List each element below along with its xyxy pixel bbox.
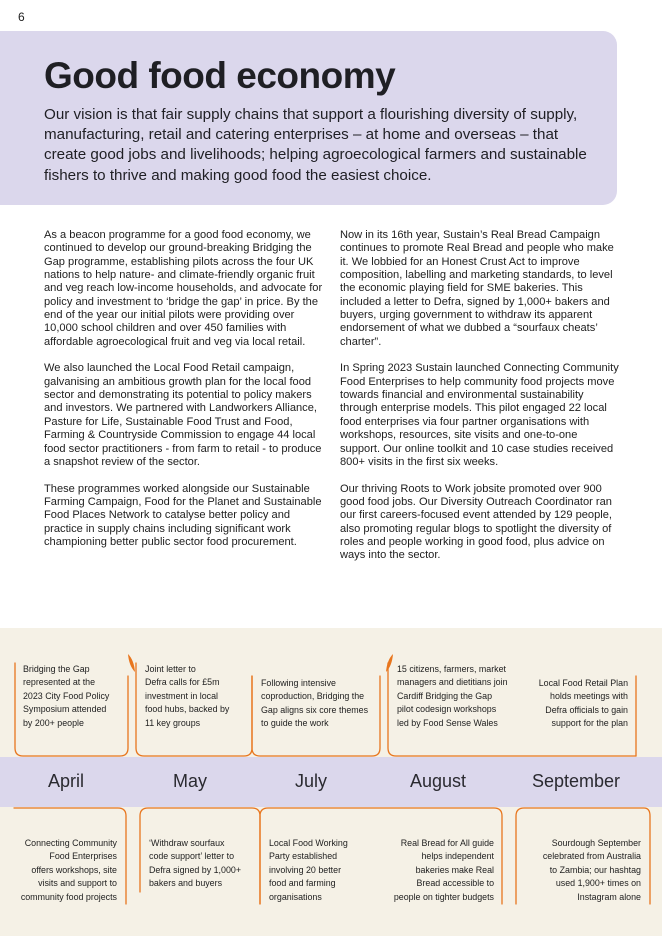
timeline-event-april-top: Bridging the Gap represented at the 2023 City Food Policy Symposium attended by 200+ people [23,664,110,728]
timeline-event-september-top: Local Food Retail Plan holds meetings with Defra officials to gain support for the plan [538,678,628,729]
leaf-marker-icon [128,654,135,672]
vision-statement: Our vision is that fair supply chains that support a flourishing diversity of supply, manufacturing, retail and catering enterprises – at home and overseas – that create good jobs and livelihoods; helping agroecological farmers and sustainable fishers to thrive and making good food the easiest choice. [44,106,587,184]
page-title: Good food economy [44,55,396,96]
paragraph: We also launched the Local Food Retail campaign, galvanising an ambitious growth plan for the local food sector and demonstrating its potential to policy makers and investors. We partnered with Landworkers Alliance, Pasture for Life, Sustainable Food Trust and Food, Farming & Countryside Commission to engage 44 local food sector practitioners - from farm to retail - to produce a snapshot review of the sector. [44,362,322,468]
timeline-event-september-bottom: Sourdough September celebrated from Australia to Zambia; our hashtag used 1,900+ times on Instagram alone [542,838,641,902]
paragraph: Our thriving Roots to Work jobsite promoted over 900 good food jobs. Our Diversity Outreach Coordinator ran our first careers-focused event attended by 129 people, also promoting regular blogs to spotlight the diversity of roles and people working in good food, plus advice on ways into the sector. [340,482,612,562]
leaf-marker-icon [386,654,393,672]
timeline-event-may-top: Joint letter to Defra calls for £5m investment in local food hubs, backed by 11 key groups [145,664,230,728]
month-label-july: July [294,771,327,791]
timeline-event-april-bottom: Connecting Community Food Enterprises offers workshops, site visits and support to community food projects [20,838,117,902]
page-number: 6 [18,10,25,24]
month-label-september: September [531,771,621,791]
month-label-april: April [47,771,84,791]
paragraph: These programmes worked alongside our Sustainable Farming Campaign, Food for the Planet and Sustainable Food Places Network to catalyse better policy and practice in supply chains including significant work championing better public sector food procurement. [44,482,322,548]
month-label-august: August [409,771,467,791]
timeline-event-august-bottom: Real Bread for All guide helps independent bakeries make Real Bread accessible to people on tighter budgets [393,838,494,902]
timeline-event-july-top: Following intensive coproduction, Bridging the Gap aligns six core themes to guide the work [261,678,369,729]
paragraph: Now in its 16th year, Sustain’s Real Bread Campaign continues to promote Real Bread and people who make it. We lobbied for an Honest Crust Act to improve composition, labelling and marketing standards, to level the economic playing field for SME bakeries. This included a letter to Defra, signed by 1,000+ bakers and buyers, urging government to withdraw its apparent endorsement of what we dubbed a “sourfaux cheats’ charter”. [340,229,614,348]
paragraph: As a beacon programme for a good food economy, we continued to develop our ground-breaking Bridging the Gap programme, establishing pilots across the four UK nations to help nature- and climate-friendly organic fruit and veg reach low-income households, and advocate for policy and investment to ‘bridge the gap’ in price. By the end of the year our initial pilots were providing over 10,000 school children and over 450 families with affordable agroecological fruit and veg via local retail. [44,229,323,348]
paragraph: In Spring 2023 Sustain launched Connecting Community Food Enterprises to help community food projects move towards financial and environmental sustainability through enterprise models. This pilot engaged 22 local food enterprises via four partner organisations with workshops, resources, site visits and one-to-one support. Our online toolkit and 10 case studies received 800+ visits in the first six weeks. [340,362,619,468]
timeline-event-july-bottom: Local Food Working Party established involving 20 better food and farming organisations [269,838,348,902]
timeline-event-august-top: 15 citizens, farmers, market managers and dietitians join Cardiff Bridging the Gap pilot codesign workshops led by Food Sense Wales [397,664,508,728]
month-label-may: May [172,771,207,791]
timeline-event-may-bottom: ‘Withdraw sourfaux code support’ letter to Defra signed by 1,000+ bakers and buyers [149,838,242,889]
